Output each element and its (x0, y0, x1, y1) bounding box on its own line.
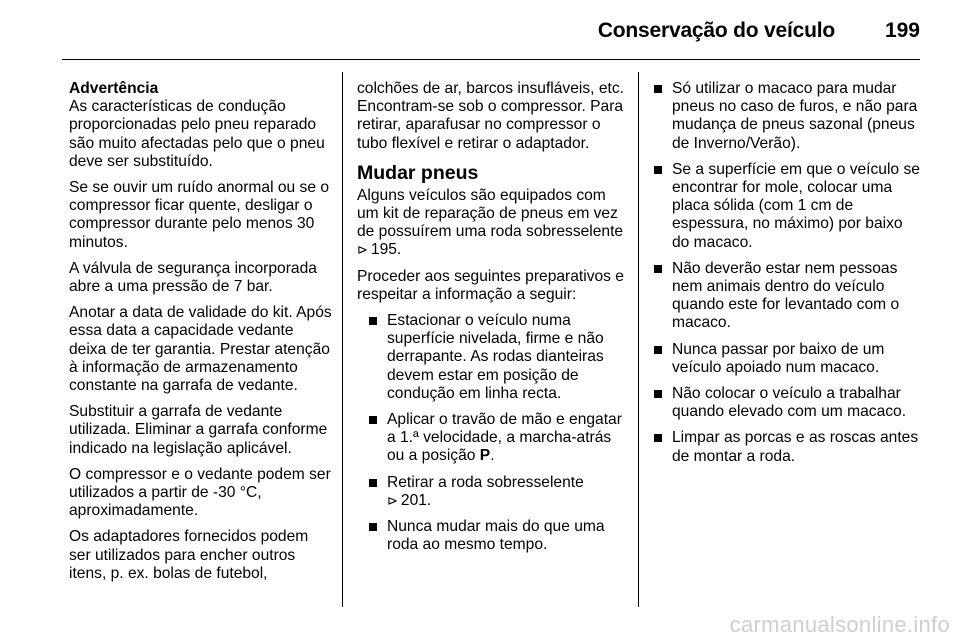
paragraph-compressor-noise: Se se ouvir um ruído anormal ou se o compressor ficar quente, desligar o compressor durante pelo menos 30 minutos. (69, 179, 330, 251)
list-item (367, 411, 625, 466)
section-title: Mudar pneus (357, 161, 479, 184)
paragraph-intro (357, 187, 625, 260)
column-divider-1 (342, 72, 343, 607)
list-item-text-end: . (490, 447, 495, 465)
square-bullet-icon (369, 479, 377, 487)
square-bullet-icon (654, 434, 662, 442)
paragraph-expiry-date: Anotar a data de validade do kit. Após essa data a capacidade vedante deixa de ter garantia. Prestar atenção à informação de armazenamento constante na garrafa de vedante. (69, 304, 332, 395)
preparation-list (357, 312, 625, 554)
page-title: Conservação do veículo (597, 19, 835, 42)
list-item-text: Limpar as porcas e as roscas antes de montar a roda. (672, 429, 919, 465)
square-bullet-icon (654, 85, 662, 93)
list-item-text: Nunca mudar mais do que uma roda ao mesmo tempo. (387, 518, 605, 554)
list-item (367, 474, 625, 510)
column-3 (652, 80, 924, 474)
square-bullet-icon (654, 166, 662, 174)
list-item-text: Se a superfície em que o veículo se encontrar for mole, colocar uma placa sólida (com 1 cm de espessura, no máximo) por baixo do macaco. (672, 160, 920, 251)
watermark: carmanualsonline.info (729, 612, 950, 637)
list-item (652, 161, 924, 252)
list-item-text: Não colocar o veículo a trabalhar quando elevado com um macaco. (672, 385, 907, 421)
list-item (652, 429, 924, 465)
square-bullet-icon (369, 416, 377, 424)
list-item (652, 80, 924, 153)
square-bullet-icon (654, 265, 662, 273)
list-item (367, 312, 625, 403)
jack-safety-list (652, 80, 924, 466)
list-item-text: Só utilizar o macaco para mudar pneus no caso de furos, e não para mudança de pneus sazonal (pneus de Inverno/Verão). (672, 80, 918, 152)
header-divider (62, 59, 920, 60)
page-reference[interactable]: 201. (400, 491, 432, 509)
gear-position-label: P (479, 447, 491, 465)
paragraph-replace-bottle: Substituir a garrafa de vedante utilizada. Eliminar a garrafa conforme indicado na legislação aplicável. (69, 403, 328, 457)
intro-text: Alguns veículos são equipados com um kit de reparação de pneus em vez de possuírem uma roda sobresselente (357, 186, 624, 241)
list-item (367, 518, 625, 554)
list-item (652, 260, 924, 333)
list-item-text: Não deverão estar nem pessoas nem animais dentro do veículo quando este for levantado com o macaco. (672, 259, 900, 332)
list-item-text: Estacionar o veículo numa superfície nivelada, firme e não derrapante. As rodas dianteiras devem estar em posição de condução em linha recta. (387, 312, 604, 402)
square-bullet-icon (369, 523, 377, 531)
list-item (652, 385, 924, 421)
paragraph-temperature: O compressor e o vedante podem ser utilizados a partir de -30 °C, aproximadamente. (69, 465, 331, 520)
list-item (652, 341, 924, 377)
warning-title: Advertência (69, 80, 159, 97)
paragraph-adapters: Os adaptadores fornecidos podem ser utilizados para encher outros itens, p. ex. bolas de futebol, (69, 528, 309, 582)
list-item-text: Nunca passar por baixo de um veículo apoiado num macaco. (672, 340, 885, 376)
square-bullet-icon (654, 390, 662, 398)
page-reference[interactable]: 195. (370, 241, 402, 259)
column-1 (69, 80, 334, 591)
paragraph-safety-valve: A válvula de segurança incorporada abre a uma pressão de 7 bar. (69, 259, 317, 296)
paragraph-preparation: Proceder aos seguintes preparativos e respeitar a informação a seguir: (357, 267, 624, 303)
page-reference-icon: ⊳ (357, 242, 368, 258)
list-item-text: Aplicar o travão de mão e engatar a 1.ª velocidade, a marcha-atrás ou a posição (387, 411, 622, 465)
square-bullet-icon (654, 346, 662, 354)
page-number: 199 (884, 19, 920, 42)
warning-text: As características de condução proporcionadas pelo pneu reparado são muito afectadas pelo que o pneu deve ser substituído. (69, 98, 325, 170)
warning-box (69, 80, 334, 171)
paragraph-adapters-continued: colchões de ar, barcos insufláveis, etc. Encontram-se sob o compressor. Para retirar, aparafusar no compressor o tubo flexível e retirar o adaptador. (357, 80, 624, 152)
column-divider-2 (638, 72, 639, 607)
page-reference-icon: ⊳ (387, 492, 398, 508)
list-item-text: Retirar a roda sobresselente (387, 473, 584, 491)
square-bullet-icon (369, 317, 377, 325)
column-2 (357, 80, 625, 562)
